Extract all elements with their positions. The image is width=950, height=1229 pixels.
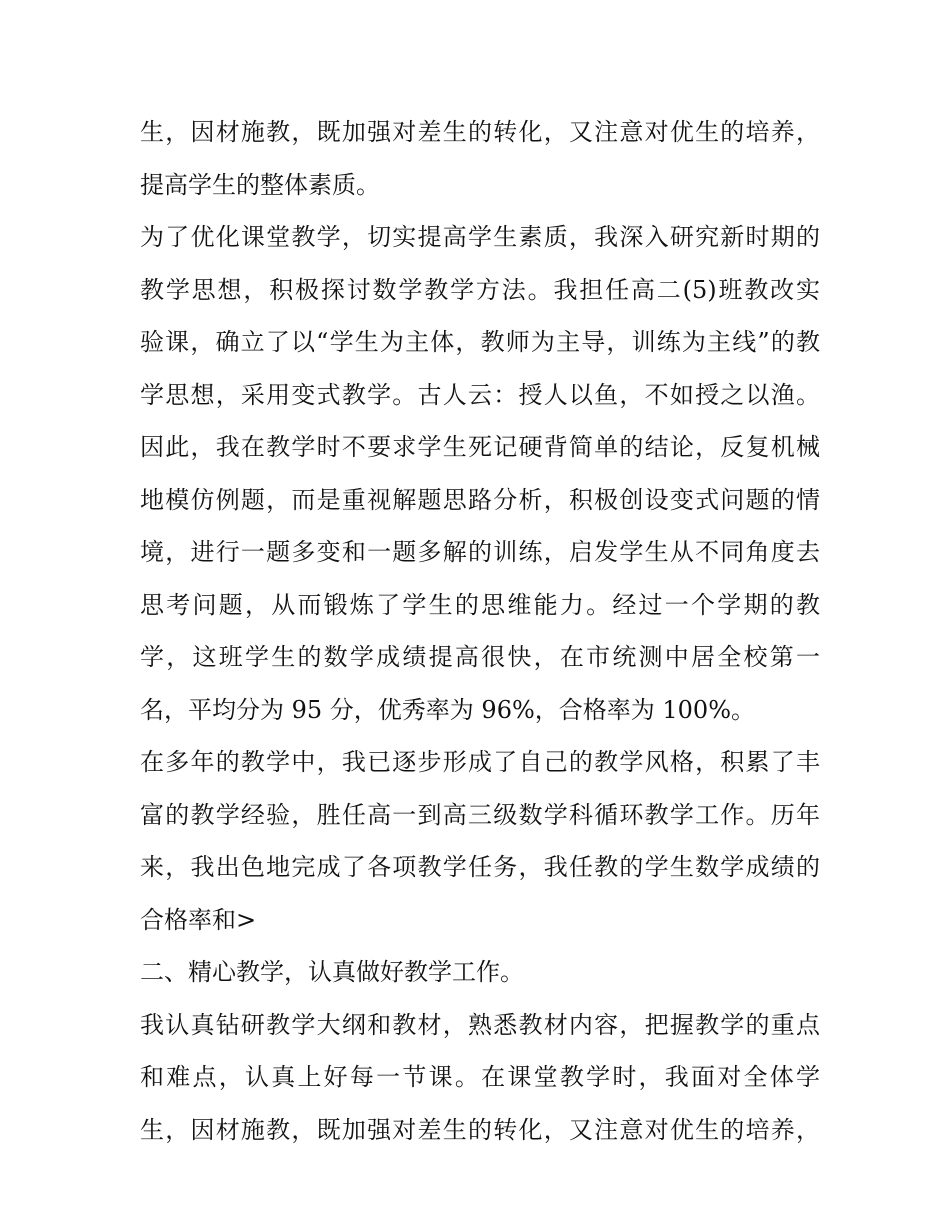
- text-line: 名，平均分为 95 分，优秀率为 96%，合格率为 100%。: [140, 695, 756, 724]
- text-line: 生，因材施教，既加强对差生的转化，又注意对优生的培养，: [140, 1115, 820, 1144]
- text-line: 思考问题，从而锻炼了学生的思维能力。经过一个学期的教: [140, 590, 820, 619]
- text-line: 富的教学经验，胜任高一到高三级数学科循环教学工作。历年: [140, 800, 820, 829]
- text-line: 为了优化课堂教学，切实提高学生素质，我深入研究新时期的: [140, 223, 820, 251]
- text-line: 生，因材施教，既加强对差生的转化，又注意对优生的培养，: [140, 118, 820, 146]
- text-line: 合格率和>: [140, 905, 257, 934]
- text-line: 学思想，采用变式教学。古人云：授人以鱼，不如授之以渔。: [140, 380, 820, 409]
- section-heading: 二、精心教学，认真做好教学工作。: [140, 958, 524, 986]
- text-line: 境，进行一题多变和一题多解的训练，启发学生从不同角度去: [140, 538, 820, 566]
- text-line: 地模仿例题，而是重视解题思路分析，积极创设变式问题的情: [140, 485, 820, 514]
- text-line: 来，我出色地完成了各项教学任务，我任教的学生数学成绩的: [140, 853, 820, 881]
- text-line: 教学思想，积极探讨数学教学方法。我担任高二(5)班教改实: [140, 275, 820, 304]
- text-line: 我认真钻研教学大纲和教材，熟悉教材内容，把握教学的重点: [140, 1010, 820, 1039]
- text-line: 验课，确立了以“学生为主体，教师为主导，训练为主线”的教: [140, 328, 820, 356]
- text-line: 因此，我在教学时不要求学生死记硬背简单的结论，反复机械: [140, 433, 820, 461]
- document-body: [140, 106, 820, 1156]
- text-line: 学，这班学生的数学成绩提高很快，在市统测中居全校第一: [140, 643, 820, 671]
- text-line: 提高学生的整体素质。: [140, 170, 380, 199]
- text-line: 在多年的教学中，我已逐步形成了自己的教学风格，积累了丰: [140, 748, 820, 776]
- text-line: 和难点，认真上好每一节课。在课堂教学时，我面对全体学: [140, 1063, 820, 1091]
